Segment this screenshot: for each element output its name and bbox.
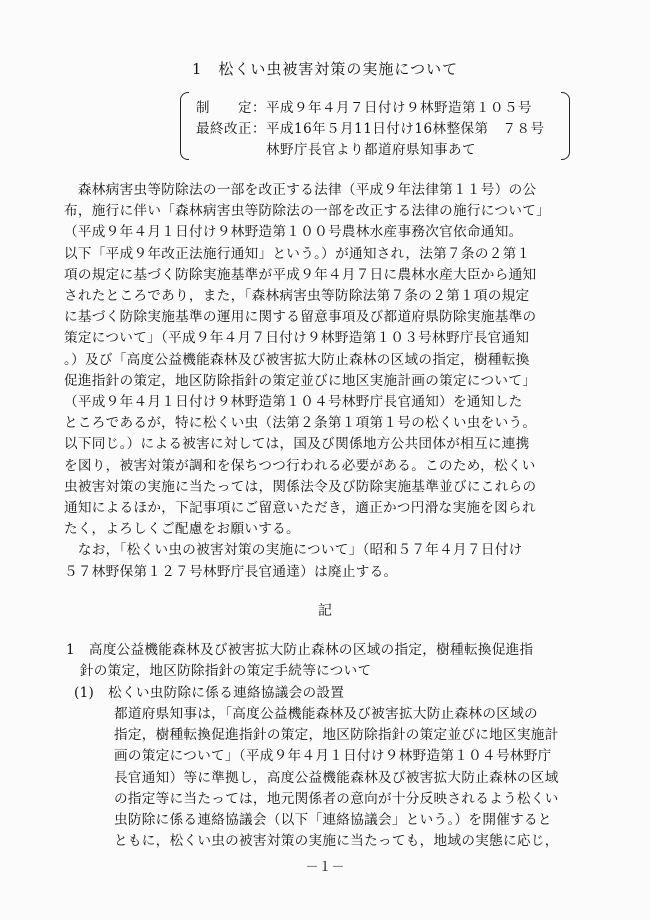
subsection-line: の指定等に当たっては，地元関係者の意向が十分反映されるよう松くい <box>114 790 559 807</box>
left-bracket <box>180 92 189 160</box>
section-heading-line: 針の策定，地区防除指針の策定手続等について <box>66 663 372 680</box>
page-number: －１－ <box>305 860 345 875</box>
right-bracket <box>561 92 570 160</box>
subsection-line: 都道府県知事は，「高度公益機能森林及び被害拡大防止森林の区域の <box>114 706 538 722</box>
subsection-line: 虫防除に係る連絡協議会（以下「連絡協議会」という。）を開催すると <box>114 812 552 829</box>
subsection-1-body <box>114 704 559 852</box>
preamble-line: 以下「平成９年改正法施行通知」という。）が通知され，法第７条の２第１ <box>64 245 531 262</box>
preamble-line: たく，よろしくご配慮をお願いする。 <box>64 521 300 538</box>
issuance-info-box <box>180 92 570 160</box>
section-heading-line: 1 高度公益機能森林及び被害拡大防止森林の区域の指定，樹種転換促進指 <box>66 642 534 658</box>
preamble-line: 。）及び「高度公益機能森林及び被害拡大防止森林の区域の指定，樹種転換 <box>64 351 530 368</box>
subsection-line: 長官通知）等に準拠し，高度公益機能森林及び被害拡大防止森林の区域 <box>114 769 559 786</box>
preamble-line: ５７林野保第１２７号林野庁長官通達）は廃止する。 <box>64 563 398 580</box>
preamble-line: されたところであり，また，「森林病害虫等防除法第７条の２第１項の規定 <box>64 288 530 305</box>
enactment-line: 制 定：平成９年４月７日付け９林野造第１０５号 <box>196 100 532 116</box>
preamble-line: （平成９年４月１日付け９林野造第１００号農林水産事務次官依命通知。 <box>64 224 523 241</box>
preamble-line: ところであるが，特に松くい虫（法第２条第１項第１号の松くい虫をいう。 <box>64 415 537 432</box>
subsection-line: ともに，松くい虫の被害対策の実施に当たっても，地域の実態に応じ， <box>114 833 559 850</box>
preamble-line: （平成９年４月１日付け９林野造第１０４号林野庁長官通知）を通知した <box>64 394 523 411</box>
preamble-line: 通知によるほか，下記事項にご留意いただき，適正かつ円滑な実施を図られ <box>64 500 536 517</box>
subsection-line: 画の策定について」（平成９年４月１日付け９林野造第１０４号林野庁 <box>114 748 552 765</box>
preamble-line: 布，施行に伴い「森林病害虫等防除法の一部を改正する法律の施行について」 <box>64 203 551 220</box>
preamble-line: 森林病害虫等防除法の一部を改正する法律（平成９年法律第１１号）の公 <box>64 182 537 198</box>
section-1-heading <box>66 640 533 682</box>
preamble-line: 以下同じ。）による被害に対しては，国及び関係地方公共団体が相互に連携 <box>64 436 530 453</box>
preamble-line: 項の規定に基づく防除実施基準が平成９年４月７日に農林水産大臣から通知 <box>64 266 537 283</box>
preamble-line: 虫被害対策の実施に当たっては，関係法令及び防除実施基準並びにこれらの <box>64 478 537 495</box>
preamble-line: 策定について」（平成９年４月７日付け９林野造第１０３号林野庁長官通知 <box>64 330 530 347</box>
preamble-line: に基づく防除実施基準の運用に関する留意事項及び都道府県防除実施基準の <box>64 309 537 326</box>
last-revision-line: 最終改正：平成16年５月11日付け16林整保第 ７８号 <box>196 121 545 137</box>
document-title: 1 松くい虫被害対策の実施について <box>191 60 459 78</box>
ki-heading: 記 <box>318 603 332 619</box>
preamble-line: を図り，被害対策が調和を保ちつつ行われる必要がある。このため，松くい <box>64 457 536 474</box>
addressee-line: 林野庁長官より都道府県知事あて <box>196 142 476 158</box>
subsection-1-heading: (1) 松くい虫防除に係る連絡協議会の設置 <box>74 685 345 701</box>
preamble-paragraph <box>64 180 550 583</box>
subsection-line: 指定，樹種転換促進指針の策定，地区防除指針の策定並びに地区実施計 <box>114 727 559 744</box>
preamble-line: 促進指針の策定，地区防除指針の策定並びに地区実施計画の策定について」 <box>64 372 537 389</box>
preamble-line: なお，「松くい虫の被害対策の実施について」（昭和５７年４月７日付け <box>64 542 523 559</box>
